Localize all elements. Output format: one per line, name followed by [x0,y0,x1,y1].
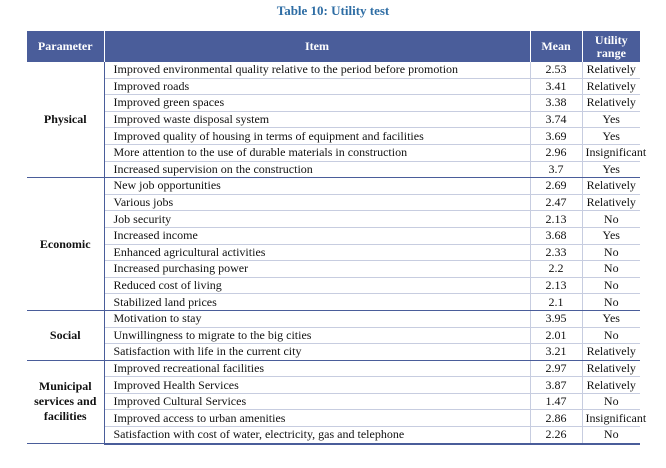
item-cell: Improved roads [104,78,530,95]
table-row [27,211,640,228]
item-cell: Various jobs [104,194,530,211]
utility-range-cell: No [582,244,640,261]
mean-cell: 2.2 [530,261,582,278]
table-row [27,427,640,444]
mean-cell: 2.33 [530,244,582,261]
mean-cell: 2.69 [530,178,582,195]
utility-range-cell: Relatively [582,377,640,394]
parameter-cell: Social [27,310,104,360]
parameter-cell: Municipal services and facilities [27,360,104,443]
table-row [27,327,640,344]
utility-range-cell: No [582,211,640,228]
item-cell: More attention to the use of durable materials in construction [104,144,530,161]
mean-cell: 3.21 [530,344,582,361]
table-row [27,261,640,278]
table-row [27,78,640,95]
mean-cell: 3.41 [530,78,582,95]
table-row [27,111,640,128]
utility-range-cell: Relatively [582,78,640,95]
table-row [27,62,640,78]
utility-range-cell: Yes [582,128,640,145]
item-cell: Unwillingness to migrate to the big cities [104,327,530,344]
item-cell: Improved recreational facilities [104,360,530,377]
utility-range-cell: Relatively [582,194,640,211]
table-body [27,62,647,444]
utility-range-cell: No [582,261,640,278]
utility-range-cell: Yes [582,161,640,178]
utility-range-cell: No [582,277,640,294]
mean-cell: 3.38 [530,95,582,112]
utility-range-cell: Relatively [582,360,640,377]
utility-range-cell: No [582,393,640,410]
item-cell: Improved waste disposal system [104,111,530,128]
utility-range-cell: Insignificant [582,144,640,161]
item-cell: Improved Cultural Services [104,393,530,410]
mean-cell: 2.86 [530,410,582,427]
mean-cell: 2.47 [530,194,582,211]
table-row [27,277,640,294]
item-cell: Increased purchasing power [104,261,530,278]
header-parameter: Parameter [27,31,104,62]
utility-range-cell: No [582,427,640,444]
utility-range-cell: Yes [582,310,640,327]
table-row [27,344,640,361]
item-cell: Improved environmental quality relative to the period before promotion [104,62,530,78]
utility-range-cell: Insignificant [582,410,640,427]
utility-range-cell: Relatively [582,178,640,195]
item-cell: New job opportunities [104,178,530,195]
item-cell: Increased income [104,227,530,244]
header-item: Item [104,31,530,62]
utility-range-cell: Yes [582,227,640,244]
table-title: Table 10: Utility test [276,3,390,18]
item-cell: Improved access to urban amenities [104,410,530,427]
utility-test-table [27,31,647,445]
parameter-cell: Economic [27,178,104,311]
table-row [27,310,640,327]
mean-cell: 2.26 [530,427,582,444]
item-cell: Improved green spaces [104,95,530,112]
item-cell: Improved Health Services [104,377,530,394]
table-row [27,377,640,394]
mean-cell: 2.13 [530,211,582,228]
item-cell: Satisfaction with cost of water, electricity, gas and telephone [104,427,530,444]
table-row [27,393,640,410]
item-cell: Increased supervision on the construction [104,161,530,178]
table-row [27,95,640,112]
table-row [27,144,640,161]
table-row [27,410,640,427]
table-row [27,244,640,261]
table-header-row [27,31,640,62]
mean-cell: 2.01 [530,327,582,344]
mean-cell: 2.96 [530,144,582,161]
header-utility-range: Utility range [582,31,640,62]
utility-range-cell: No [582,294,640,311]
utility-range-cell: Yes [582,111,640,128]
mean-cell: 3.68 [530,227,582,244]
table-row [27,194,640,211]
table-row [27,178,640,195]
item-cell: Motivation to stay [104,310,530,327]
item-cell: Reduced cost of living [104,277,530,294]
mean-cell: 3.74 [530,111,582,128]
item-cell: Satisfaction with life in the current city [104,344,530,361]
header-mean: Mean [530,31,582,62]
mean-cell: 2.53 [530,62,582,78]
mean-cell: 2.13 [530,277,582,294]
utility-range-cell: No [582,327,640,344]
table-row [27,161,640,178]
table-row [27,360,640,377]
mean-cell: 2.1 [530,294,582,311]
mean-cell: 3.95 [530,310,582,327]
item-cell: Stabilized land prices [104,294,530,311]
utility-range-cell: Relatively [582,344,640,361]
utility-range-cell: Relatively [582,62,640,78]
utility-range-cell: Relatively [582,95,640,112]
item-cell: Job security [104,211,530,228]
table-row [27,294,640,311]
table-row [27,128,640,145]
parameter-cell: Physical [27,62,104,178]
table-row [27,227,640,244]
item-cell: Enhanced agricultural activities [104,244,530,261]
mean-cell: 3.7 [530,161,582,178]
item-cell: Improved quality of housing in terms of equipment and facilities [104,128,530,145]
mean-cell: 2.97 [530,360,582,377]
mean-cell: 1.47 [530,393,582,410]
mean-cell: 3.87 [530,377,582,394]
mean-cell: 3.69 [530,128,582,145]
